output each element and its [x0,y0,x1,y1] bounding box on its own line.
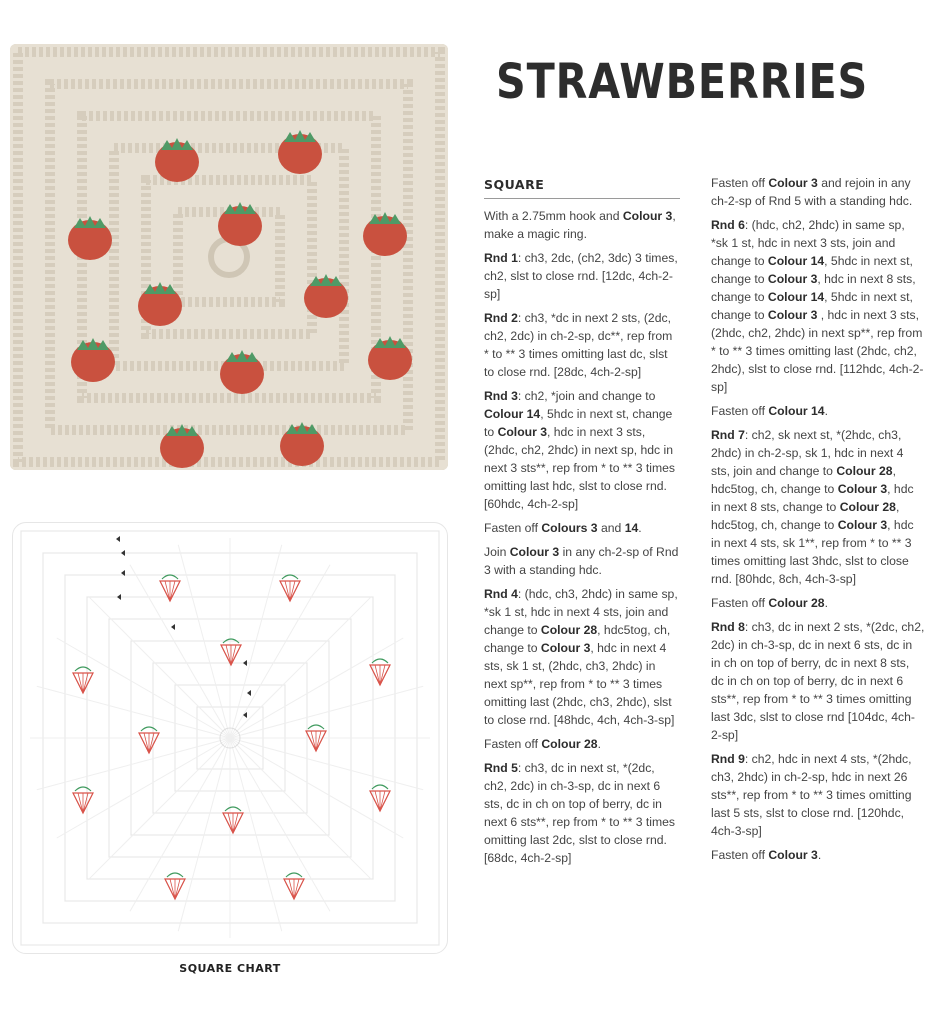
chart-berry-stitches [165,879,185,899]
chart-spoke [230,597,371,738]
round-2 [484,309,680,381]
round-7 [711,426,925,588]
round-text: : ch2, *join and change to [517,389,656,403]
round-text: , hdc in next 4 sts, sk 1**, rep from * to ** 3 times omitting last 3hdc, slst to close rnd. [80hdc, 8ch, 4ch-3-sp] [711,518,914,586]
chart-spoke [89,738,230,879]
round-label: Rnd 7 [711,428,745,442]
round-label: Rnd 3 [484,389,518,403]
text: . [824,404,828,418]
text: Fasten off [711,176,769,190]
chart-berry-stitches [280,581,300,601]
colour-ref: Colour 3 [540,641,591,655]
colour-ref: Colour 28 [541,737,598,751]
chart-spoke [230,738,423,790]
strawberry-square-photo [10,44,448,470]
round-text: : (hdc, ch2, 2hdc) in same sp, *sk 1 st, hdc in next 3 sts, join and change to [711,218,905,268]
chart-start-marker [117,594,121,600]
round-text: , hdc in next 8 sts, change to [711,482,914,514]
chart-start-marker [116,536,120,542]
chart-start-marker [247,690,251,696]
chart-berry-stitches [73,673,93,693]
crochet-chart-diagram [13,523,447,953]
colour-ref: Colour 28 [839,500,896,514]
square-photo [10,44,448,470]
text: Fasten off [484,737,542,751]
text: Fasten off [711,404,769,418]
chart-spoke [230,565,330,738]
fasten-off-2 [484,735,680,753]
text: . [597,737,601,751]
text: and rejoin in any ch-2-sp of Rnd 5 with a standing hdc. [711,176,913,208]
text: With a 2.75mm hook and [484,209,623,223]
instructions-column-2 [711,174,925,870]
round-text: : ch3, dc in next 2 sts, *(2dc, ch2, 2dc) in ch-3-sp, dc in next 6 sts, dc in in ch on top of berry, dc in next 8 sts, dc in ch on top of berry, dc in next 6 sts**, rep from * to ** 3 times omitting last 3dc, slst to close rnd [104dc, 4ch-2-sp] [711,620,925,742]
round-text: , 5hdc in next st, change to [711,290,913,322]
round-text: : ch2, sk next st, *(2hdc, ch3, 2hdc) in ch-2-sp, sk 1, hdc in next 4 sts, join and change to [711,428,904,478]
round-text: , hdc5tog, ch, change to [711,464,896,496]
chart-berry-stitches [223,813,243,833]
chart-berry-stitches [284,879,304,899]
round-label: Rnd 9 [711,752,745,766]
chart-berry-stitches [139,733,159,753]
colour-ref: Colour 3 [837,518,888,532]
chart-caption: SQUARE CHART [179,962,281,975]
round-8 [711,618,925,744]
page-title: STRAWBERRIES [496,54,869,110]
chart-start-marker [243,660,247,666]
colour-ref: Colour 28 [540,623,598,637]
round-text: : ch2, hdc in next 4 sts, *(2hdc, ch3, 2hdc) in ch-2-sp, hdc in next 26 sts**, rep from * to ** 3 times omitting last 5 sts, slst to close rnd. [120hdc, 4ch-3-sp] [711,752,912,838]
round-label: Rnd 8 [711,620,745,634]
chart-spoke [130,738,230,911]
chart-spoke [37,686,230,738]
chart-berry-stitches [221,645,241,665]
round-1 [484,249,680,303]
yarn-background [10,44,448,470]
join-instruction [484,543,680,579]
fasten-off-1 [484,519,680,537]
fasten-off-3 [711,174,925,210]
round-6 [711,216,925,396]
colour-ref: Colour 3 [768,176,818,190]
colour-ref: Colour 3 [767,272,818,286]
chart-berry-leaf [225,807,241,811]
chart-berry-leaf [75,667,91,671]
round-text: , 5hdc in next st, change to [484,407,673,439]
round-5 [484,759,680,867]
round-3 [484,387,680,513]
chart-spoke [230,738,330,911]
round-label: Rnd 1 [484,251,518,265]
chart-spoke [230,738,403,838]
round-text: , hdc in next 3 sts, (2hdc, ch2, 2hdc) in next sp**, rep from * to ** 3 times omitting last (2hdc, ch2, 2hdc), slst to close rnd. [112hdc, 4ch-2-sp] [711,308,924,394]
chart-start-marker [171,624,175,630]
square-chart [12,522,448,954]
round-text: , hdc5tog, ch, change to [484,623,671,655]
colour-ref: Colour 3 [837,482,888,496]
round-label: Rnd 5 [484,761,518,775]
chart-berry-stitches [160,581,180,601]
section-heading: SQUARE [484,176,680,199]
colour-ref: Colours 3 [541,521,598,535]
text: and [597,521,625,535]
instructions-column-1 [484,176,680,873]
round-4 [484,585,680,729]
fasten-off-4 [711,402,925,420]
intro-paragraph [484,207,680,243]
round-text: , hdc in next 8 sts, change to [711,272,916,304]
text: . [817,848,822,862]
chart-berry-stitches [306,731,326,751]
chart-spoke [57,738,230,838]
text: . [824,596,828,610]
colour-ref: Colour 14 [484,407,541,421]
chart-start-marker [121,550,125,556]
colour-ref: Colour 28 [768,596,825,610]
chart-spoke [89,597,230,738]
colour-ref: Colour 3 [509,545,560,559]
colour-ref: Colour 28 [836,464,893,478]
chart-spoke [37,738,230,790]
colour-ref: Colour 14 [767,254,825,268]
text: Join [484,545,510,559]
round-text: , hdc5tog, ch, change to [711,500,900,532]
chart-berry-stitches [73,793,93,813]
fasten-off-5 [711,594,925,612]
text: Fasten off [484,521,542,535]
colour-ref: Colour 3 [768,848,818,862]
round-text: : (hdc, ch3, 2hdc) in same sp, *sk 1 st, hdc in next 4 sts, join and change to [484,587,678,637]
colour-ref: Colour 3 [497,425,547,439]
round-text: , hdc in next 3 sts, (2hdc, ch2, 2hdc) in next sp, hdc in next 3 sts**, rep from * to ** 3 times omitting last hdc, slst to close rnd. [60hdc, 4ch-2-sp] [484,425,676,511]
chart-berry-leaf [372,785,388,789]
fasten-off-6 [711,846,925,864]
chart-berry-leaf [167,873,183,877]
round-text: : ch3, 2dc, (ch2, 3dc) 3 times, ch2, slst to close rnd. [12dc, 4ch-2-sp] [484,251,678,301]
colour-ref: 14 [624,521,639,535]
chart-berry-leaf [308,725,324,729]
round-label: Rnd 2 [484,311,518,325]
round-label: Rnd 6 [711,218,745,232]
text: , make a magic ring. [484,209,676,241]
round-text: , hdc in next 4 sts, sk 1 st, (2hdc, ch3, 2hdc) in next sp**, rep from * to ** 3 times omitting last (2hdc, ch3, 2hdc), slst to close rnd. [48hdc, 4ch, 4ch-3-sp] [484,641,675,727]
text: in any ch-2-sp of Rnd 3 with a standing hdc. [484,545,679,577]
colour-ref: Colour 3 [622,209,673,223]
chart-spoke [230,738,371,879]
colour-ref: Colour 3 [767,308,818,322]
round-label: Rnd 4 [484,587,518,601]
chart-spoke [130,565,230,738]
chart-spoke [230,686,423,738]
colour-ref: Colour 14 [767,290,825,304]
round-text: : ch3, *dc in next 2 sts, (2dc, ch2, 2dc) in ch-2-sp, dc**, rep from * to ** 3 times omitting last dc, slst to close rnd. [28dc, 4ch-2-sp] [484,311,673,379]
round-text: , 5hdc in next st, change to [711,254,913,286]
chart-berry-leaf [286,873,302,877]
chart-berry-leaf [372,659,388,663]
text: . [638,521,642,535]
chart-spoke [230,638,403,738]
chart-berry-leaf [75,787,91,791]
text: Fasten off [711,596,769,610]
chart-berry-leaf [141,727,157,731]
round-9 [711,750,925,840]
round-text: : ch3, dc in next st, *(2dc, ch2, 2dc) in ch-3-sp, dc in next 6 sts, dc in ch on top of berry, dc in next 6 sts**, rep from * to ** 3 times omitting last 2dc, slst to close rnd. [68dc, 4ch-2-sp] [484,761,676,865]
text: Fasten off [711,848,769,862]
colour-ref: Colour 14 [768,404,825,418]
